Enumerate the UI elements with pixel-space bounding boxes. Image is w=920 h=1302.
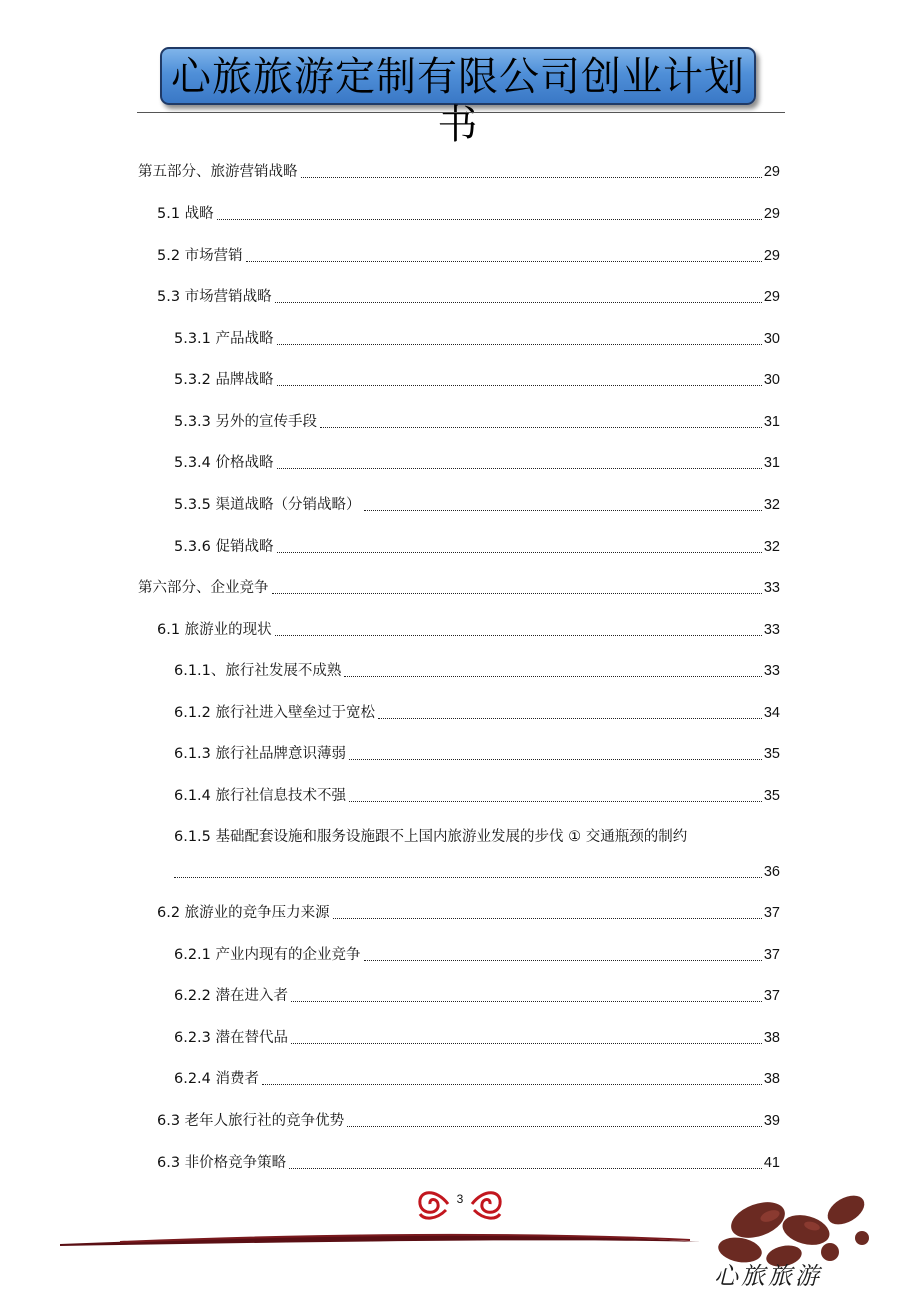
toc-label: 6.2.1 产业内现有的企业竞争 xyxy=(174,947,361,963)
toc-leader xyxy=(277,552,762,553)
left-scroll-icon xyxy=(420,1193,448,1218)
toc-page: 30 xyxy=(763,331,780,347)
toc-leader xyxy=(378,718,762,719)
toc-entry[interactable] xyxy=(174,451,780,473)
toc-entry[interactable] xyxy=(174,701,780,723)
toc-page: 39 xyxy=(763,1113,780,1129)
toc-entry[interactable] xyxy=(174,493,780,515)
toc-leader xyxy=(275,635,762,636)
toc-entry[interactable] xyxy=(174,410,780,432)
toc-label: 6.1.1、旅行社发展不成熟 xyxy=(174,663,342,679)
toc-entry[interactable] xyxy=(174,784,780,806)
toc-entry[interactable] xyxy=(157,202,780,224)
toc-page: 29 xyxy=(763,289,780,305)
toc-label: 5.3.6 促销战略 xyxy=(174,539,274,555)
document-title: 心旅旅游定制有限公司创业计划书 xyxy=(171,54,745,148)
toc-page: 32 xyxy=(763,497,780,513)
toc-entry[interactable] xyxy=(174,742,780,764)
toc-label: 5.3.3 另外的宣传手段 xyxy=(174,414,318,430)
toc-label: 6.2 旅游业的竞争压力来源 xyxy=(157,905,330,921)
toc-page: 35 xyxy=(763,746,780,762)
toc-leader xyxy=(272,593,762,594)
toc-entry[interactable] xyxy=(174,1026,780,1048)
toc-leader xyxy=(347,1126,762,1127)
toc-entry[interactable] xyxy=(157,1109,780,1131)
toc-leader xyxy=(289,1168,762,1169)
toc-page: 37 xyxy=(763,905,780,921)
toc-page: 37 xyxy=(763,947,780,963)
toc-leader xyxy=(364,510,762,511)
toc-page: 35 xyxy=(763,788,780,804)
toc-leader xyxy=(277,468,762,469)
toc-label: 5.3.5 渠道战略（分销战略） xyxy=(174,497,361,513)
toc-leader xyxy=(275,302,762,303)
toc-entry-wrapped[interactable]: 6.1.5 基础配套设施和服务设施跟不上国内旅游业发展的步伐 ① 交通瓶颈的制约 xyxy=(174,829,688,845)
toc-page: 34 xyxy=(763,705,780,721)
toc-page: 29 xyxy=(763,248,780,264)
toc-entry[interactable] xyxy=(157,244,780,266)
page-number: 3 xyxy=(456,1192,464,1206)
toc-label: 6.2.4 消费者 xyxy=(174,1071,260,1087)
toc-entry[interactable] xyxy=(138,576,780,598)
toc-page: 29 xyxy=(763,206,780,222)
toc-page: 33 xyxy=(763,580,780,596)
toc-leader xyxy=(217,219,762,220)
toc-page: 31 xyxy=(763,414,780,430)
toc-page: 31 xyxy=(763,455,780,471)
toc-label: 6.2.2 潜在进入者 xyxy=(174,988,289,1004)
toc-entry[interactable] xyxy=(157,901,780,923)
toc-label: 6.1.3 旅行社品牌意识薄弱 xyxy=(174,746,347,762)
toc-label: 6.3 老年人旅行社的竞争优势 xyxy=(157,1113,345,1129)
toc-entry[interactable] xyxy=(174,659,780,681)
toc-label: 6.1 旅游业的现状 xyxy=(157,622,272,638)
toc-leader xyxy=(364,960,762,961)
toc-page: 41 xyxy=(763,1155,780,1171)
toc-leader xyxy=(349,759,762,760)
toc-entry[interactable] xyxy=(157,618,780,640)
toc-leader xyxy=(301,177,762,178)
right-scroll-icon xyxy=(472,1193,500,1218)
toc-page: 30 xyxy=(763,372,780,388)
toc-page: 38 xyxy=(763,1030,780,1046)
toc-page: 33 xyxy=(763,622,780,638)
toc-label: 6.3 非价格竞争策略 xyxy=(157,1155,287,1171)
toc-page: 36 xyxy=(763,864,780,880)
toc-leader xyxy=(277,385,762,386)
toc-entry[interactable] xyxy=(174,535,780,557)
toc-label: 第六部分、企业竞争 xyxy=(138,580,269,596)
toc-page: 33 xyxy=(763,663,780,679)
toc-entry[interactable] xyxy=(157,1151,780,1173)
toc-label: 5.2 市场营销 xyxy=(157,248,243,264)
toc-leader xyxy=(344,676,761,677)
toc-leader xyxy=(333,918,762,919)
toc-label: 第五部分、旅游营销战略 xyxy=(138,164,298,180)
toc-label: 5.3.1 产品战略 xyxy=(174,331,274,347)
toc-leader xyxy=(174,877,762,878)
toc-entry[interactable] xyxy=(174,984,780,1006)
toc-entry[interactable] xyxy=(174,327,780,349)
toc-label: 5.3.2 品牌战略 xyxy=(174,372,274,388)
toc-leader xyxy=(320,427,762,428)
toc-leader xyxy=(262,1084,762,1085)
page-footer xyxy=(0,1180,920,1302)
toc-page: 37 xyxy=(763,988,780,1004)
toc-page: 29 xyxy=(763,164,780,180)
toc-label: 6.1.2 旅行社进入壁垒过于宽松 xyxy=(174,705,376,721)
toc-entry-wrapped-leader[interactable] xyxy=(174,860,780,882)
toc-label: 5.3.4 价格战略 xyxy=(174,455,274,471)
toc-entry[interactable] xyxy=(138,160,780,182)
toc-leader xyxy=(291,1001,762,1002)
toc-entry[interactable] xyxy=(174,368,780,390)
toc-page: 32 xyxy=(763,539,780,555)
toc-page: 38 xyxy=(763,1071,780,1087)
toc-leader xyxy=(246,261,762,262)
toc-leader xyxy=(277,344,762,345)
toc-leader xyxy=(291,1043,762,1044)
toc-entry[interactable] xyxy=(174,1067,780,1089)
toc-entry[interactable] xyxy=(174,943,780,965)
footer-brand-logo: 心旅旅游 xyxy=(714,1262,822,1290)
toc-label: 6.1.4 旅行社信息技术不强 xyxy=(174,788,347,804)
toc-leader xyxy=(349,801,762,802)
toc-label: 5.3 市场营销战略 xyxy=(157,289,272,305)
toc-label: 5.1 战略 xyxy=(157,206,214,222)
toc-label: 6.2.3 潜在替代品 xyxy=(174,1030,289,1046)
toc-entry[interactable] xyxy=(157,285,780,307)
